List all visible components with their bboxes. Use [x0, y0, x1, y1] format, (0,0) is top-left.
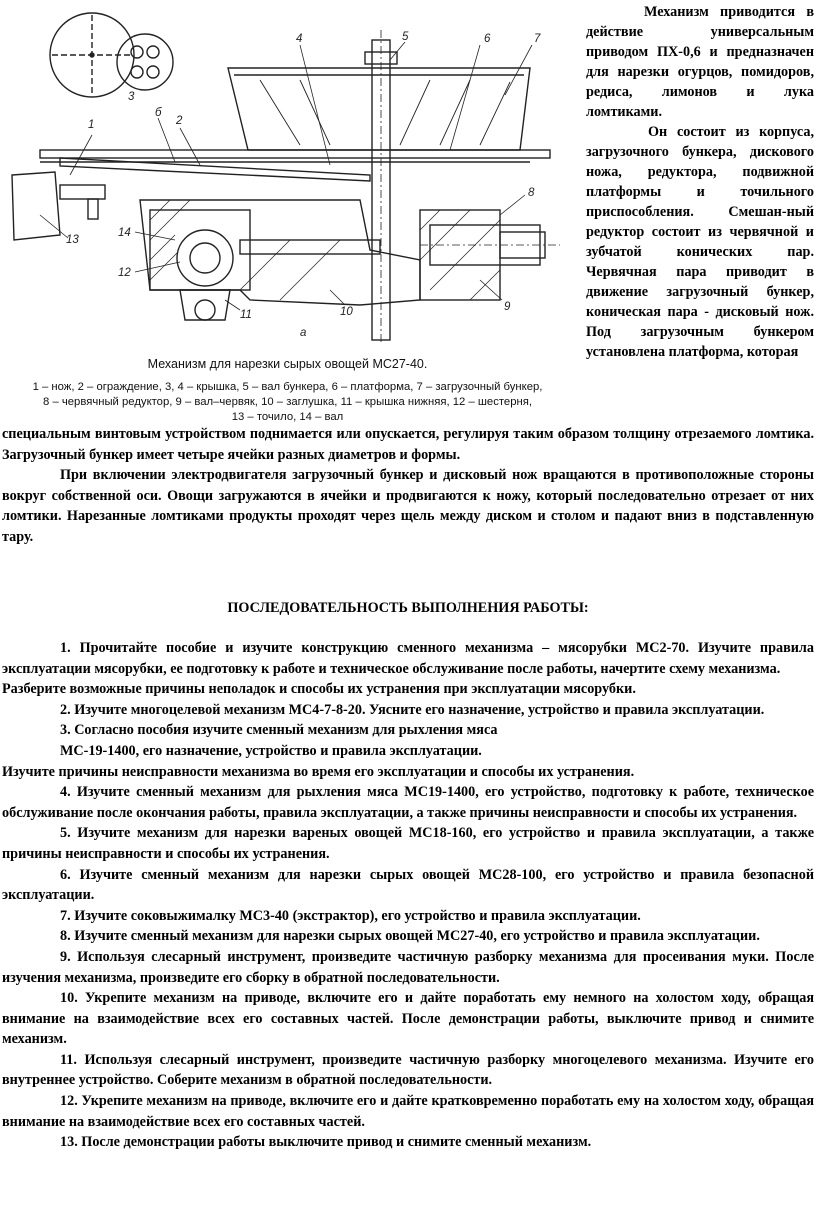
callout-8: 8: [528, 187, 535, 199]
callout-1: 1: [88, 119, 95, 131]
step-item: 1. Прочитайте пособие и изучите конструкцию сменного механизма – мясорубки МС2-70. Изучите правила эксплуатации мясорубки, ее подготовку к работе и техническое обслуживание после работы, начертите схему механизма.: [2, 640, 814, 677]
continuation-paragraph-2: При включении электродвигателя загрузочный бункер и дисковый нож вращаются в противоположные стороны вокруг собственной оси. Овощи загружаются в ячейки и продвигаются к ножу, который последовательно отрезает от них ломтики. Нарезанные ломтиками продукты проходят через щель между диском и столом и падают вниз в подставленную тару.: [2, 467, 814, 545]
step-item: 9. Используя слесарный инструмент, произведите частичную разборку механизма для просеивания муки. После изучения механизма, произведите его сборку в обратной последовательности.: [2, 948, 814, 986]
figure-title: Механизм для нарезки сырых овощей МС27-40.: [147, 357, 428, 371]
step-item: 7. Изучите соковыжималку МС3-40 (экстрактор), его устройство и правила эксплуатации.: [60, 907, 641, 924]
inset-hopper-disc: [117, 34, 173, 90]
housing: [140, 200, 420, 305]
continuation-paragraph-1: специальным винтовым устройством поднимается или опускается, регулируя таким образом толщину отрезаемого ломтика. Загрузочный бункер имеет четыре ячейки разных диаметров и формы.: [2, 426, 814, 463]
callout-4: 4: [296, 33, 303, 45]
callout-b: б: [155, 107, 162, 119]
step-item: 5. Изучите механизм для нарезки вареных овощей МС18-160, его устройство и правила эксплуатации, а также причины неисправности и способы их устранения.: [2, 825, 814, 862]
step-item: 4. Изучите сменный механизм для рыхления мяса МС19-1400, его устройство, подготовку к работе, техническое обслуживание после окончания работы, правила эксплуатации, а также причины неисправности и способы их устранения.: [2, 784, 814, 821]
step-item: Изучите причины неисправности механизма во время его эксплуатации и способы их устранения.: [2, 763, 635, 780]
side-paragraph-2: Он состоит из корпуса, загрузочного бункера, дискового ножа, редуктора, подвижной платформы и точильного приспособления. Смешан-ный редуктор состоит из червячной и зубчатой конических пар. Червячная пара приводит в движение загрузочный бункер, коническая пара - дисковый нож. Под загрузочным бункером установлена платформа, которая: [586, 124, 814, 360]
hopper-outline: [228, 68, 530, 150]
figure-legend: [0, 380, 575, 425]
legend-line: 1 – нож, 2 – ограждение, 3, 4 – крышка, 5 – вал бункера, 6 – платформа, 7 – загрузочный бункер,: [32, 381, 543, 393]
callout-6: 6: [484, 33, 491, 45]
step-item: 2. Изучите многоцелевой механизм МС4-7-8-20. Уясните его назначение, устройство и правила эксплуатации.: [60, 701, 765, 718]
mechanism-drawing: [0, 0, 575, 355]
sharpener: [12, 172, 60, 240]
step-item: 3. Согласно пособия изучите сменный механизм для рыхления мяса: [60, 722, 498, 739]
step-item: 12. Укрепите механизм на приводе, включите его и дайте кратковременно поработать ему на холостом ходу, обращая внимание на взаимодействие всех его составных частей.: [2, 1093, 814, 1130]
legend-line: 13 – точило, 14 – вал: [231, 411, 344, 423]
callout-10: 10: [340, 306, 353, 318]
step-item: 13. После демонстрации работы выключите привод и снимите сменный механизм.: [60, 1134, 592, 1151]
step-item: 11. Используя слесарный инструмент, произведите частичную разборку многоцелевого механизма. Изучите его внутреннее устройство. Соберите механизм в обратной последовательности.: [2, 1051, 814, 1089]
callout-5: 5: [402, 31, 409, 43]
side-description: [586, 2, 814, 362]
bottom-cap: [180, 290, 230, 320]
legend-line: 8 – червячный редуктор, 9 – вал–червяк, 10 – заглушка, 11 – крышка нижняя, 12 – шестерня,: [43, 396, 532, 408]
callout-12: 12: [118, 267, 131, 279]
gear: [177, 230, 233, 286]
callout-7: 7: [534, 33, 541, 45]
step-item: Разберите возможные причины неполадок и способы их устранения при эксплуатации мясорубки.: [2, 681, 636, 698]
description-continuation: [2, 424, 814, 547]
step-item: 6. Изучите сменный механизм для нарезки сырых овощей МС28-100, его устройство и правила безопасной эксплуатации.: [2, 866, 814, 904]
callout-9: 9: [504, 301, 511, 313]
callout-a: а: [300, 327, 307, 339]
callout-13: 13: [66, 234, 79, 246]
callout-11: 11: [240, 309, 252, 321]
steps-list: [2, 638, 814, 1153]
platform: [40, 150, 550, 158]
side-paragraph-1: Механизм приводится в действие универсальным приводом ПХ-0,6 и предназначен для нарезки огурцов, помидоров, редиса, лимонов и лука ломтиками.: [586, 4, 814, 120]
section-heading: ПОСЛЕДОВАТЕЛЬНОСТЬ ВЫПОЛНЕНИЯ РАБОТЫ:: [227, 600, 589, 616]
step-item: 10. Укрепите механизм на приводе, включите его и дайте поработать ему немного на холостом ходу, обращая внимание на взаимодействие всех его составных частей. После демонстрации работы, выключите привод и снимите механизм.: [2, 990, 814, 1048]
callout-3: 3: [128, 91, 135, 103]
mechanism-figure: [0, 0, 575, 440]
callout-2: 2: [176, 115, 183, 127]
callout-14: 14: [118, 227, 131, 239]
worm-gearbox: [420, 210, 500, 300]
step-item: 8. Изучите сменный механизм для нарезки сырых овощей МС27-40, его устройство и правила эксплуатации.: [60, 928, 760, 945]
step-item: МС-19-1400, его назначение, устройство и правила эксплуатации.: [60, 742, 482, 759]
